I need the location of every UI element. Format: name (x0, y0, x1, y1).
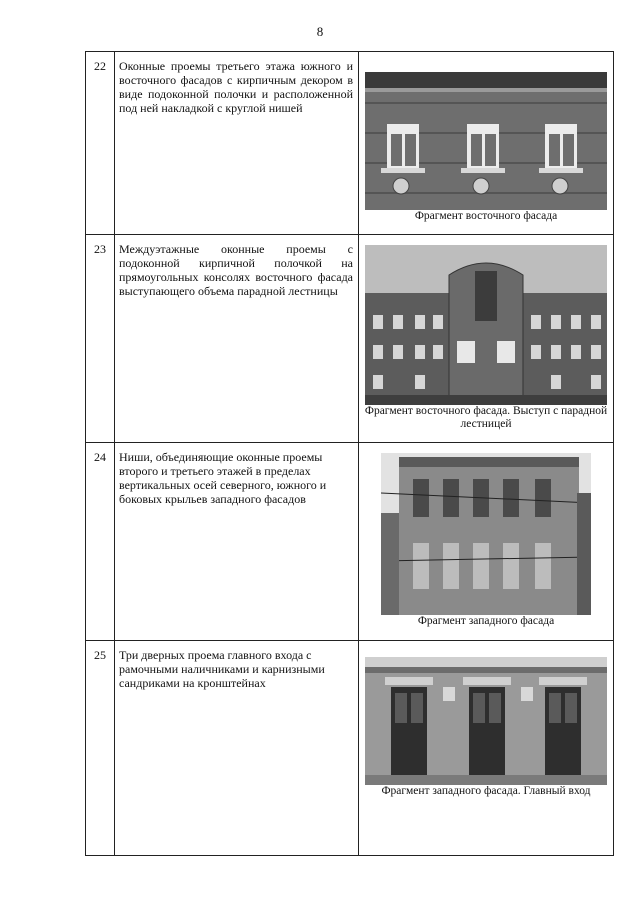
table-row (86, 641, 614, 856)
table-row (86, 52, 614, 235)
row-description: Ниши, объединяющие оконные проемы второго и третьего этажей в пределах вертикальных осей северного, южного и боковых крыльев западного фасадов (115, 443, 359, 641)
facade-photo-east-staircase (365, 245, 607, 405)
row-number: 22 (86, 52, 115, 235)
photo-cell (359, 443, 614, 641)
photo-caption: Фрагмент восточного фасада (414, 210, 558, 222)
photo-cell (359, 641, 614, 856)
facade-photo-east-windows (365, 72, 607, 210)
photo-cell (359, 52, 614, 235)
photo-caption: Фрагмент западного фасада (417, 615, 555, 627)
table-row (86, 443, 614, 641)
row-description: Три дверных проема главного входа с рамочными наличниками и карнизными сандриками на кронштейнах (115, 641, 359, 856)
row-number: 23 (86, 235, 115, 443)
photo-cell (359, 235, 614, 443)
table-row (86, 235, 614, 443)
photo-caption: Фрагмент западного фасада. Главный вход (381, 785, 591, 797)
page-number: 8 (316, 24, 324, 39)
elements-table (85, 51, 614, 856)
photo-caption: Фрагмент восточного фасада. Выступ с парадной лестницей (364, 405, 608, 430)
row-number: 25 (86, 641, 115, 856)
facade-photo-west-main-entrance (365, 657, 607, 785)
row-description: Междуэтажные оконные проемы с подоконной кирпичной полочкой на прямоугольных консолях восточного фасада выступающего объема парадной лестницы (115, 235, 359, 443)
row-number: 24 (86, 443, 115, 641)
facade-photo-west-niches (381, 453, 591, 615)
row-description: Оконные проемы третьего этажа южного и восточного фасадов с кирпичным декором в виде подоконной полочки и расположенной под ней накладкой с круглой нишей (115, 52, 359, 235)
